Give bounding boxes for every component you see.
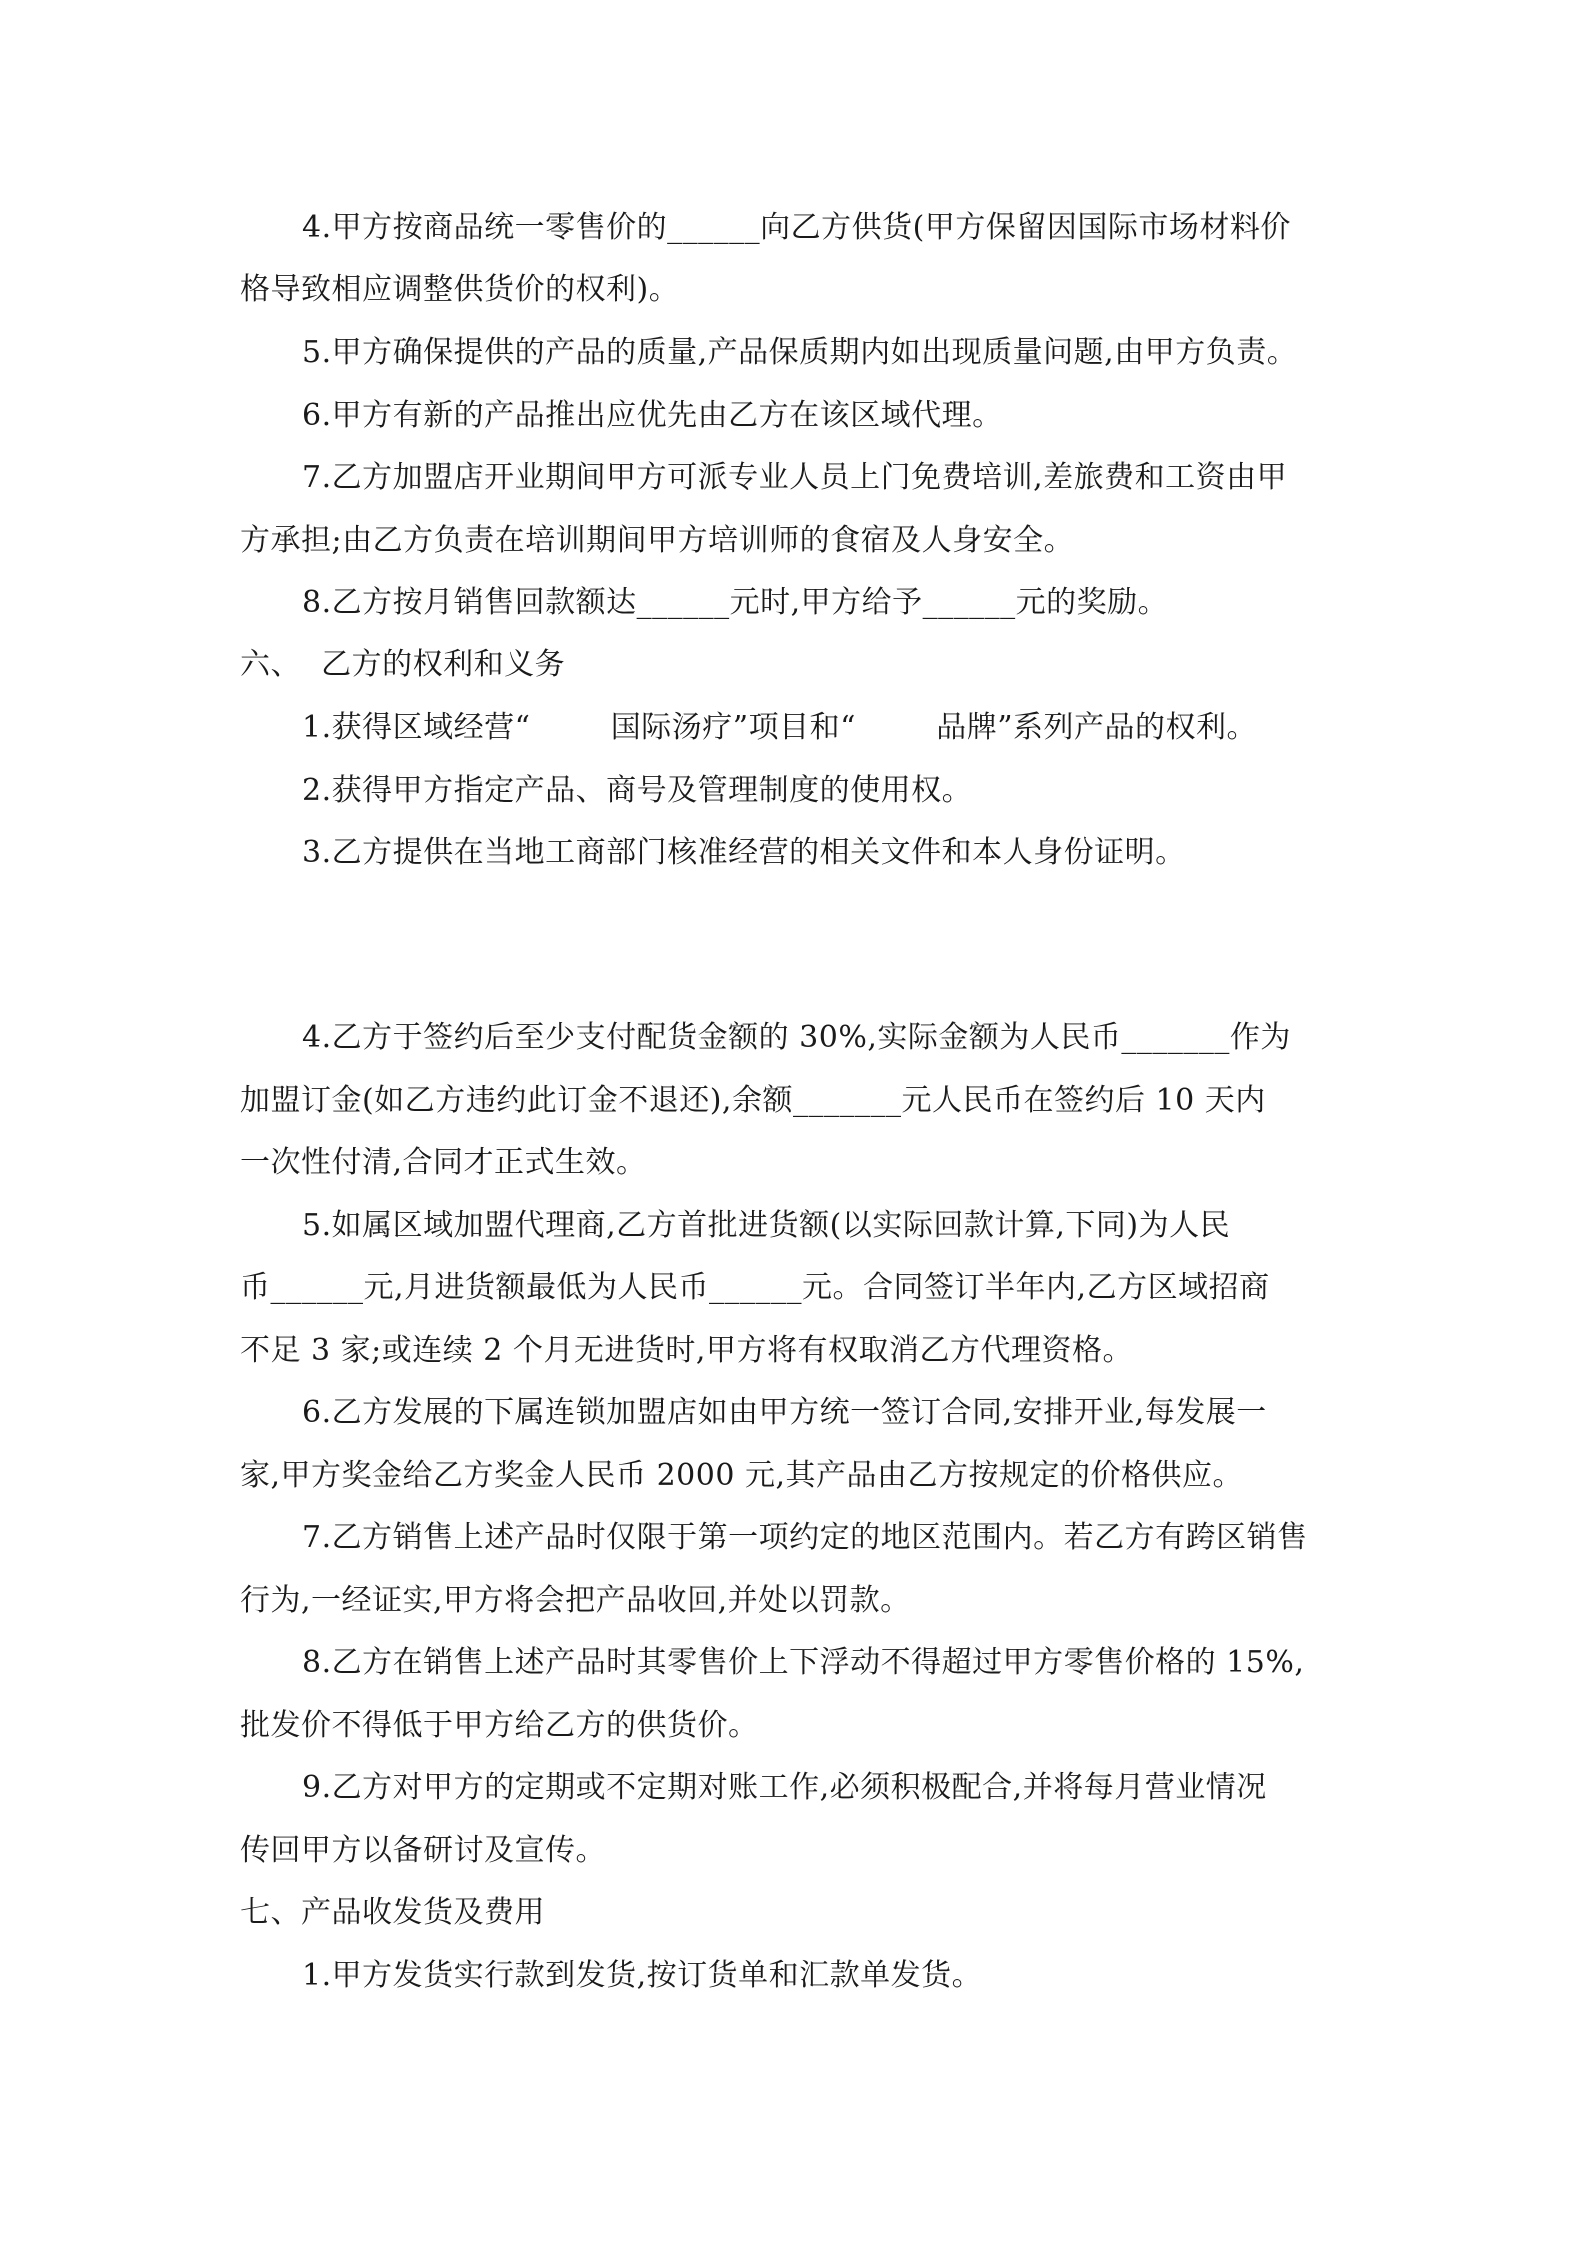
paragraph-6-8-line-2: 批发价不得低于甲方给乙方的供货价。	[240, 1708, 759, 1743]
paragraph-5-7-line-2: 方承担;由乙方负责在培训期间甲方培训师的食宿及人身安全。	[240, 523, 1075, 558]
paragraph-6-8-line-1: 8.乙方在销售上述产品时其零售价上下浮动不得超过甲方零售价格的 15%,	[302, 1645, 1305, 1680]
paragraph-6-3: 3.乙方提供在当地工商部门核准经营的相关文件和本人身份证明。	[302, 835, 1186, 870]
section-7-heading: 七、产品收发货及费用	[240, 1895, 545, 1930]
paragraph-5-4-line-2: 格导致相应调整供货价的权利)。	[240, 272, 680, 307]
paragraph-6-5-line-3: 不足 3 家;或连续 2 个月无进货时,甲方将有权取消乙方代理资格。	[240, 1333, 1133, 1368]
paragraph-7-1: 1.甲方发货实行款到发货,按订货单和汇款单发货。	[302, 1958, 983, 1993]
paragraph-6-9-line-2: 传回甲方以备研讨及宣传。	[240, 1833, 606, 1868]
paragraph-6-6-line-1: 6.乙方发展的下属连锁加盟店如由甲方统一签订合同,安排开业,每发展一	[302, 1395, 1267, 1430]
paragraph-5-8: 8.乙方按月销售回款额达______元时,甲方给予______元的奖励。	[302, 585, 1169, 620]
paragraph-5-7-line-1: 7.乙方加盟店开业期间甲方可派专业人员上门免费培训,差旅费和工资由甲	[302, 460, 1288, 495]
paragraph-6-6-line-2: 家,甲方奖金给乙方奖金人民币 2000 元,其产品由乙方按规定的价格供应。	[240, 1458, 1243, 1493]
paragraph-6-4-line-2: 加盟订金(如乙方违约此订金不退还),余额_______元人民币在签约后 10 天内	[240, 1083, 1266, 1118]
paragraph-6-9-line-1: 9.乙方对甲方的定期或不定期对账工作,必须积极配合,并将每月营业情况	[302, 1770, 1267, 1805]
paragraph-6-1: 1.获得区域经营“ 国际汤疗”项目和“ 品牌”系列产品的权利。	[302, 710, 1258, 745]
paragraph-6-4-line-3: 一次性付清,合同才正式生效。	[240, 1145, 647, 1180]
paragraph-6-4-line-1: 4.乙方于签约后至少支付配货金额的 30%,实际金额为人民币_______作为	[302, 1020, 1291, 1055]
paragraph-6-7-line-2: 行为,一经证实,甲方将会把产品收回,并处以罚款。	[240, 1583, 911, 1618]
paragraph-5-6: 6.甲方有新的产品推出应优先由乙方在该区域代理。	[302, 398, 1003, 433]
paragraph-5-4-line-1: 4.甲方按商品统一零售价的______向乙方供货(甲方保留因国际市场材料价	[302, 210, 1291, 245]
section-6-heading: 六、 乙方的权利和义务	[240, 647, 566, 682]
paragraph-6-5-line-1: 5.如属区域加盟代理商,乙方首批进货额(以实际回款计算,下同)为人民	[302, 1208, 1231, 1243]
paragraph-5-5: 5.甲方确保提供的产品的质量,产品保质期内如出现质量问题,由甲方负责。	[302, 335, 1298, 370]
paragraph-6-7-line-1: 7.乙方销售上述产品时仅限于第一项约定的地区范围内。若乙方有跨区销售	[302, 1520, 1308, 1555]
paragraph-6-5-line-2: 币______元,月进货额最低为人民币______元。合同签订半年内,乙方区域招商	[240, 1270, 1270, 1305]
paragraph-6-2: 2.获得甲方指定产品、商号及管理制度的使用权。	[302, 773, 973, 808]
